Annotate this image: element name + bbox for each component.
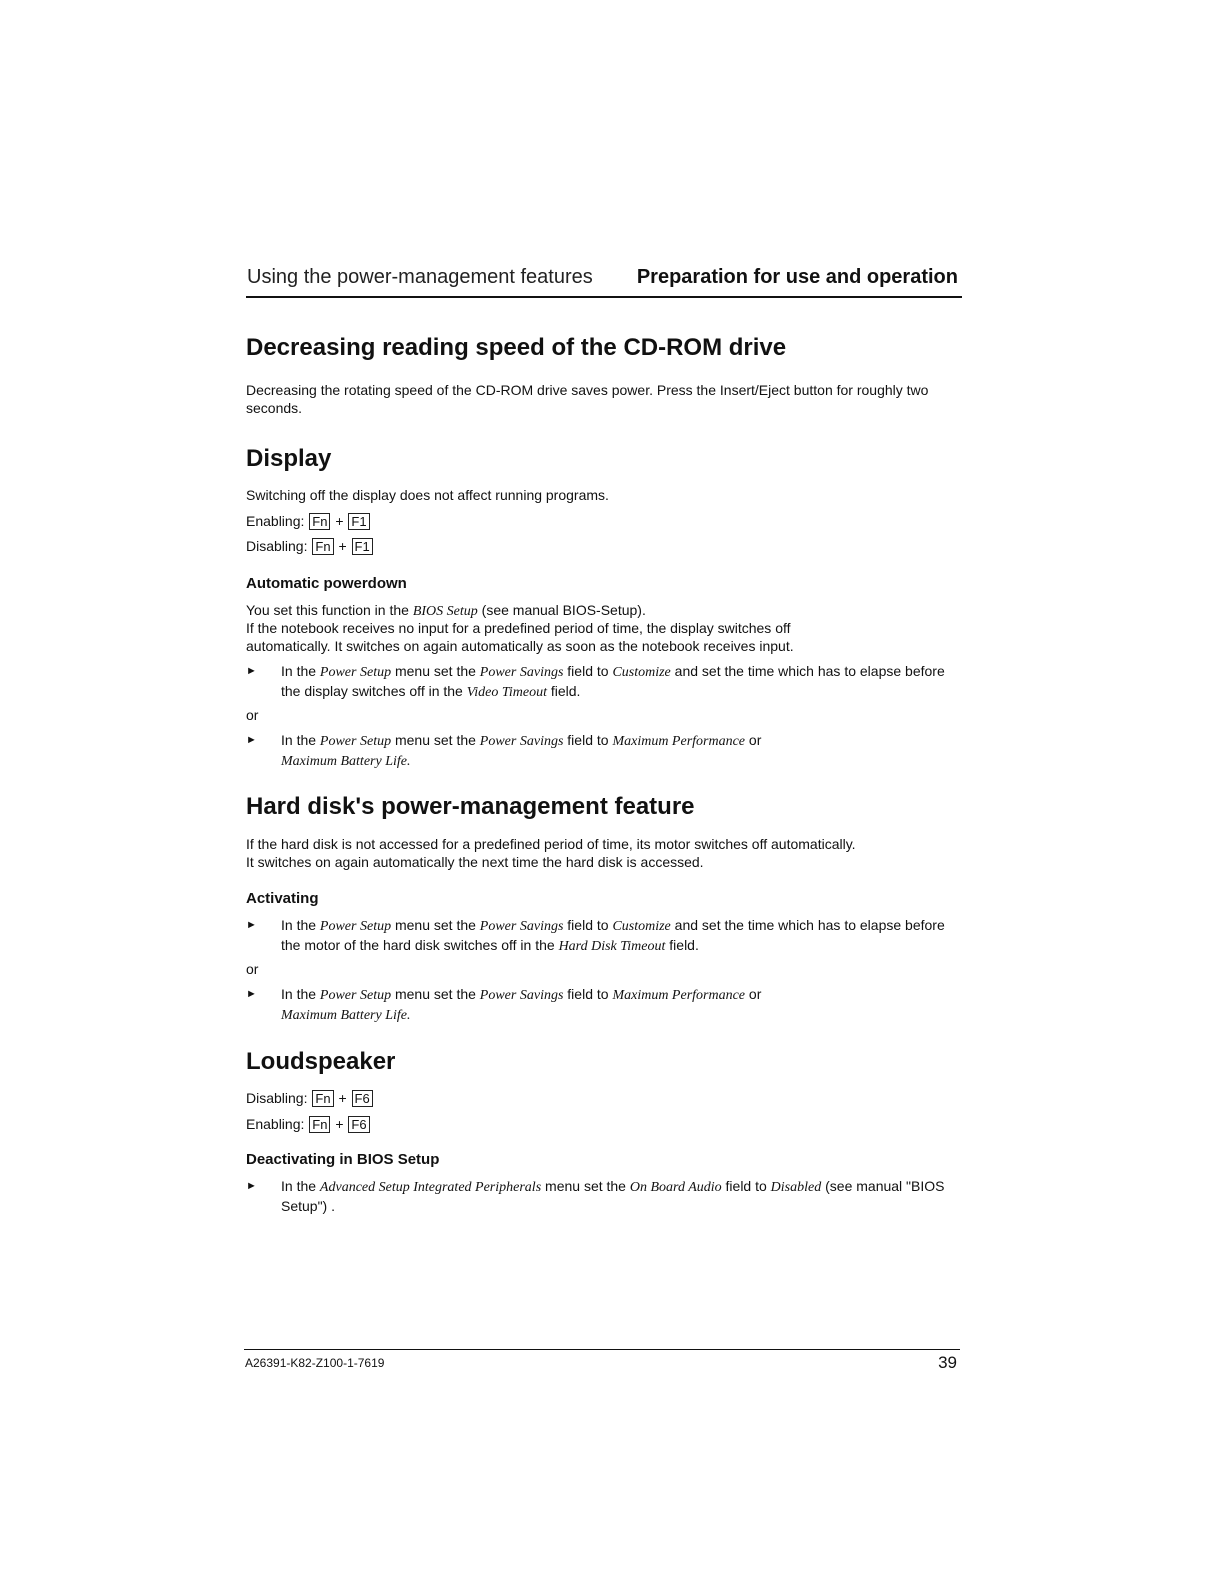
page-footer (244, 1349, 960, 1376)
plus-sign: + (335, 513, 344, 529)
f1-key: F1 (348, 513, 369, 530)
text-run: or (745, 732, 762, 748)
heading-display: Display (246, 445, 332, 472)
running-header (246, 266, 962, 298)
italic-term: Power Setup (319, 734, 392, 749)
heading-loudspeaker: Loudspeaker (246, 1048, 396, 1075)
italic-term: Maximum Battery Life. (281, 1008, 411, 1023)
bullet-arrow-icon: ► (246, 734, 257, 746)
powerdown-line-3: automatically. It switches on again automatically as soon as the notebook receives input. (246, 638, 794, 654)
text-run: In the (281, 732, 320, 748)
or-separator: or (246, 961, 259, 977)
italic-term: Customize (612, 919, 671, 934)
text-run: or (745, 986, 762, 1002)
heading-harddisk: Hard disk's power-management feature (246, 793, 695, 820)
italic-term: Power Savings (479, 988, 564, 1003)
heading-activating: Activating (246, 890, 319, 907)
bullet-arrow-icon: ► (246, 988, 257, 1000)
list-item-text (281, 985, 953, 1025)
text-run: field to (563, 732, 613, 748)
heading-cdrom: Decreasing reading speed of the CD-ROM drive (246, 334, 787, 361)
heading-bios-setup: Deactivating in BIOS Setup (246, 1151, 440, 1168)
or-separator: or (246, 707, 259, 723)
text-run: field. (546, 683, 581, 699)
text-run: and set the time which has to elapse before the display switches off in the (281, 663, 945, 699)
list-item-text (281, 662, 953, 702)
text-run: field to (563, 663, 613, 679)
text-run: menu set the (391, 663, 480, 679)
italic-term: Maximum Battery Life. (281, 754, 411, 769)
italic-term: Advanced Setup Integrated Peripherals (319, 1180, 542, 1195)
bullet-arrow-icon: ► (246, 1180, 257, 1192)
fn-key: Fn (312, 538, 333, 555)
text-run: menu set the (391, 732, 480, 748)
text-run: field. (665, 937, 699, 953)
text-run: (see manual "BIOS Setup") . (281, 1178, 945, 1214)
display-disabling-line (246, 537, 374, 555)
list-item-text (281, 916, 953, 956)
fn-key: Fn (312, 1090, 333, 1107)
italic-term: Power Setup (319, 665, 392, 680)
display-intro: Switching off the display does not affect running programs. (246, 487, 609, 503)
italic-term: BIOS Setup (412, 604, 478, 619)
plus-sign: + (335, 1116, 344, 1132)
italic-term: Power Setup (319, 988, 392, 1003)
text-run: field to (563, 917, 613, 933)
text-run: and set the time which has to elapse before the motor of the hard disk switches off in the (281, 917, 945, 953)
italic-term: On Board Audio (629, 1180, 722, 1195)
text-run: In the (281, 986, 320, 1002)
header-section-title: Using the power-management features (247, 266, 593, 288)
italic-term: Power Savings (479, 919, 564, 934)
text-run: menu set the (391, 917, 480, 933)
italic-term: Customize (612, 665, 671, 680)
text-run: menu set the (391, 986, 480, 1002)
powerdown-line-2: If the notebook receives no input for a predefined period of time, the display switches off (246, 620, 791, 636)
text-run: In the (281, 663, 320, 679)
italic-term: Maximum Performance (612, 988, 746, 1003)
text-run: In the (281, 917, 320, 933)
header-chapter-title: Preparation for use and operation (636, 266, 958, 288)
list-item-text (281, 731, 953, 771)
page-number: 39 (938, 1353, 957, 1372)
harddisk-line-2: It switches on again automatically the next time the hard disk is accessed. (246, 854, 704, 870)
text-run: field to (563, 986, 613, 1002)
heading-automatic-powerdown: Automatic powerdown (246, 575, 407, 592)
display-enabling-line (246, 512, 371, 530)
italic-term: Hard Disk Timeout (558, 939, 666, 954)
fn-key: Fn (309, 513, 330, 530)
fn-key: Fn (309, 1116, 330, 1133)
text-run: menu set the (541, 1178, 630, 1194)
text-run: (see manual BIOS-Setup). (477, 602, 646, 618)
bullet-arrow-icon: ► (246, 919, 257, 931)
text-run: field to (721, 1178, 771, 1194)
text-run: In the (281, 1178, 320, 1194)
f1-key: F1 (352, 538, 373, 555)
italic-term: Disabled (770, 1180, 822, 1195)
harddisk-line-1: If the hard disk is not accessed for a predefined period of time, its motor switches off automatically. (246, 836, 856, 852)
italic-term: Power Setup (319, 919, 392, 934)
loudspeaker-disabling-line (246, 1089, 374, 1107)
document-code: A26391-K82-Z100-1-7619 (245, 1356, 385, 1370)
powerdown-line-1 (246, 601, 646, 621)
disabling-label: Disabling: (246, 1090, 308, 1106)
italic-term: Power Savings (479, 665, 564, 680)
plus-sign: + (338, 538, 347, 554)
loudspeaker-enabling-line (246, 1115, 371, 1133)
enabling-label: Enabling: (246, 513, 305, 529)
disabling-label: Disabling: (246, 538, 308, 554)
f6-key: F6 (348, 1116, 369, 1133)
italic-term: Video Timeout (466, 685, 547, 700)
f6-key: F6 (352, 1090, 373, 1107)
enabling-label: Enabling: (246, 1116, 305, 1132)
cdrom-text: Decreasing the rotating speed of the CD-ROM drive saves power. Press the Insert/Eject button for roughly two seconds. (246, 382, 929, 416)
text-run: You set this function in the (246, 602, 413, 618)
plus-sign: + (338, 1090, 347, 1106)
list-item-text (281, 1177, 953, 1215)
italic-term: Maximum Performance (612, 734, 746, 749)
italic-term: Power Savings (479, 734, 564, 749)
bullet-arrow-icon: ► (246, 665, 257, 677)
